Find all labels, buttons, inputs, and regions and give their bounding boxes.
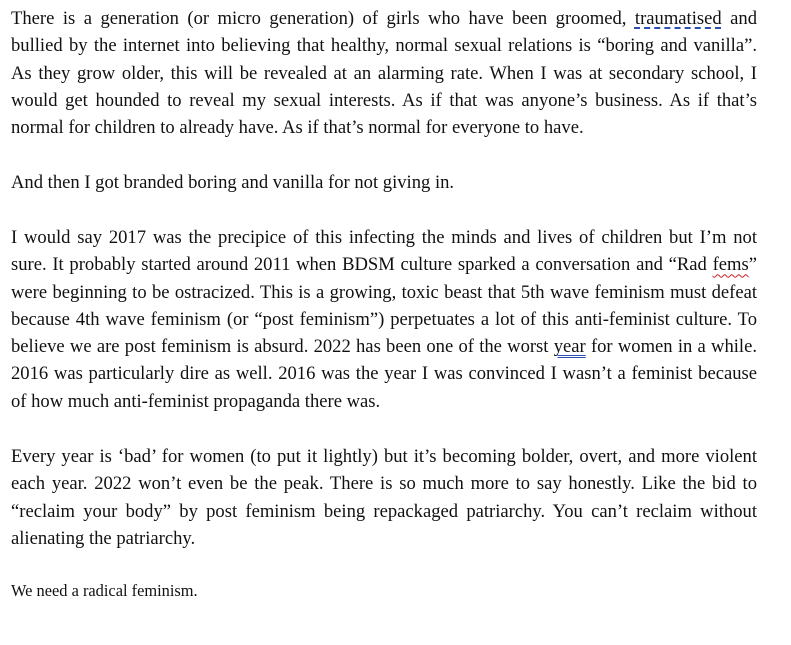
paragraph-3-text-middle: ” were beginning to be ostracized. This is a growing, toxic beast that 5th wave feminism must defeat because 4th wave feminism (or “post feminism”) perpetuates a lot of this anti-feminist culture. To believe we are post feminism is absurd. 2022 has been one of the worst xyxy=(11,254,757,358)
grammar-flagged-word[interactable]: traumatised xyxy=(634,8,722,29)
spelling-flagged-word[interactable]: fems xyxy=(712,254,749,276)
paragraph-3-text-start: I would say 2017 was the precipice of this infecting the minds and lives of children but I’m not sure. It probably started around 2011 when BDSM culture sparked a conversation and “Rad xyxy=(11,227,757,276)
paragraph-4: Every year is ‘bad’ for women (to put it lightly) but it’s becoming bolder, overt, and more violent each year. 2022 won’t even be the peak. There is so much more to say honestly. Like the bid to “reclaim your body” by post feminism being repackaged patriarchy. You can’t reclaim without alienating the patriarchy. xyxy=(11,446,757,549)
paragraph-5: We need a radical feminism. xyxy=(11,581,198,600)
paragraph-1 xyxy=(11,5,757,141)
paragraph-3 xyxy=(11,224,757,415)
paragraph-1-text-start: There is a generation (or micro generation) of girls who have been groomed, xyxy=(11,8,635,29)
grammar-flagged-word-year[interactable]: year xyxy=(553,336,586,358)
paragraph-3-text-end: for women in a while. 2016 was particularly dire as well. 2016 was the year I was convinced I wasn’t a feminist because of how much anti-feminist propaganda there was. xyxy=(11,336,757,412)
paragraph-2: And then I got branded boring and vanilla for not giving in. xyxy=(11,172,455,193)
paragraph-1-text-end: and bullied by the internet into believing that healthy, normal sexual relations is “boring and vanilla”. As they grow older, this will be revealed at an alarming rate. When I was at secondary school, I would get hounded to reveal my sexual interests. As if that was anyone’s business. As if that’s normal for children to already have. As if that’s normal for everyone to have. xyxy=(11,8,757,139)
